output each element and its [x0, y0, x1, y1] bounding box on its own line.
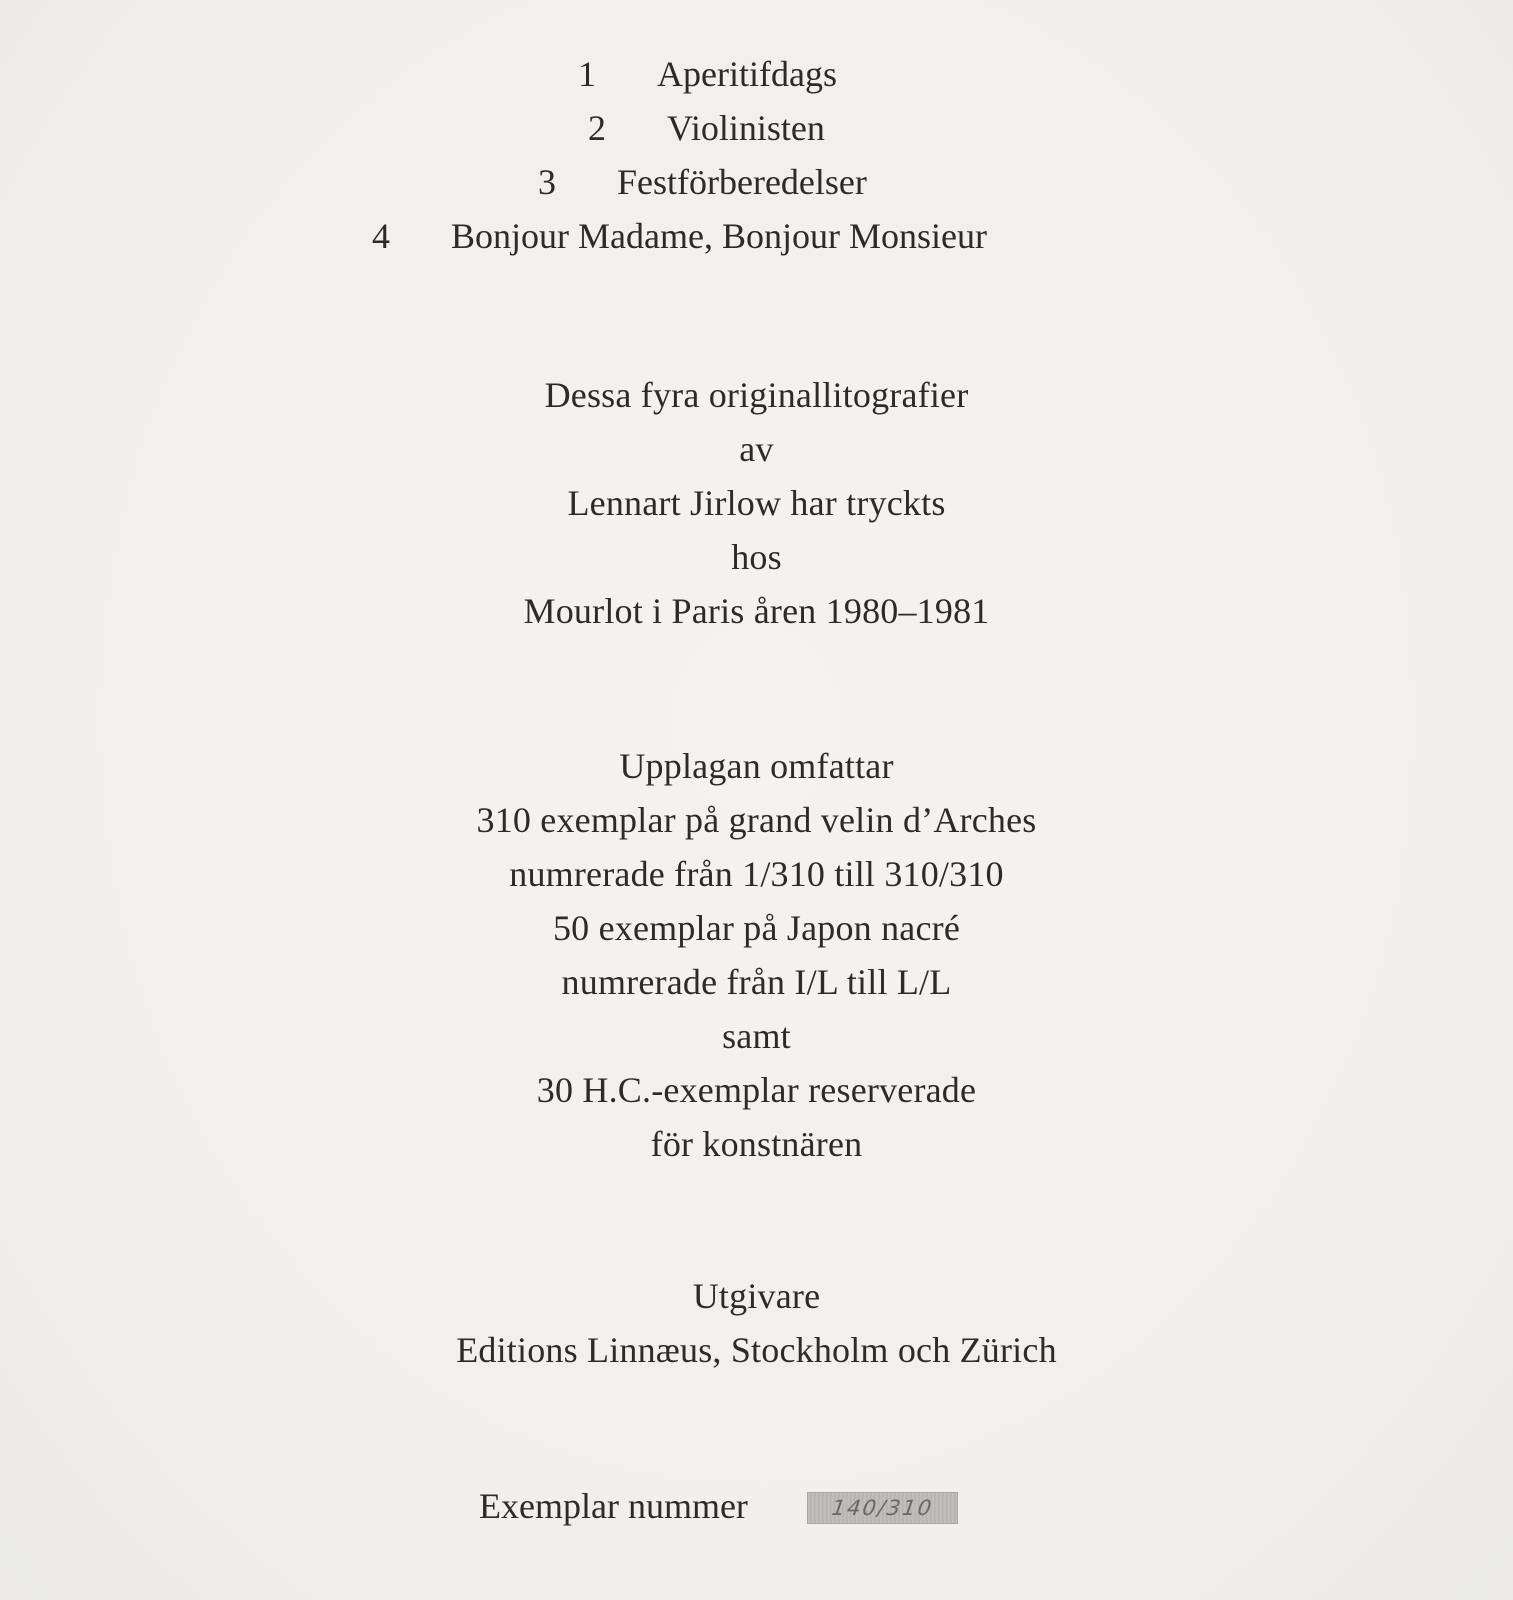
contents-item-title: Festförberedelser [617, 162, 867, 202]
printing-line: Mourlot i Paris åren 1980–1981 [523, 591, 990, 631]
contents-item-number: 4 [372, 216, 390, 256]
contents-item-title: Bonjour Madame, Bonjour Monsieur [451, 216, 987, 256]
copy-number-label: Exemplar nummer [479, 1486, 748, 1526]
contents-item-number: 2 [588, 108, 606, 148]
printing-line: hos [731, 537, 782, 577]
contents-item [0, 101, 1513, 155]
copy-number-field [807, 1492, 958, 1524]
contents-item-title: Aperitifdags [657, 54, 837, 94]
publisher-label: Utgivare [692, 1276, 821, 1316]
edition-line: Upplagan omfattar [619, 746, 894, 786]
edition-line: 50 exemplar på Japon nacré [552, 908, 961, 948]
copy-number-row [0, 1479, 1513, 1533]
printing-line: Dessa fyra originallitografier [544, 375, 969, 415]
contents-item-title: Violinisten [667, 108, 825, 148]
edition-line: 30 H.C.-exemplar reserverade [536, 1070, 977, 1110]
contents-item-number: 1 [578, 54, 596, 94]
edition-line: för konstnären [650, 1124, 863, 1164]
printing-line: Lennart Jirlow har tryckts [567, 483, 946, 523]
printing-line: av [739, 429, 774, 469]
edition-line: 310 exemplar på grand velin d’Arches [476, 800, 1037, 840]
publisher-name: Editions Linnæus, Stockholm och Zürich [456, 1330, 1057, 1370]
contents-item-number: 3 [538, 162, 556, 202]
copy-number-value: 140/310 [830, 1496, 935, 1520]
edition-line: numrerade från 1/310 till 310/310 [509, 854, 1004, 894]
contents-item [0, 209, 1513, 263]
contents-item [0, 47, 1513, 101]
edition-line: numrerade från I/L till L/L [561, 962, 952, 1002]
contents-item [0, 155, 1513, 209]
edition-line: samt [722, 1016, 791, 1056]
